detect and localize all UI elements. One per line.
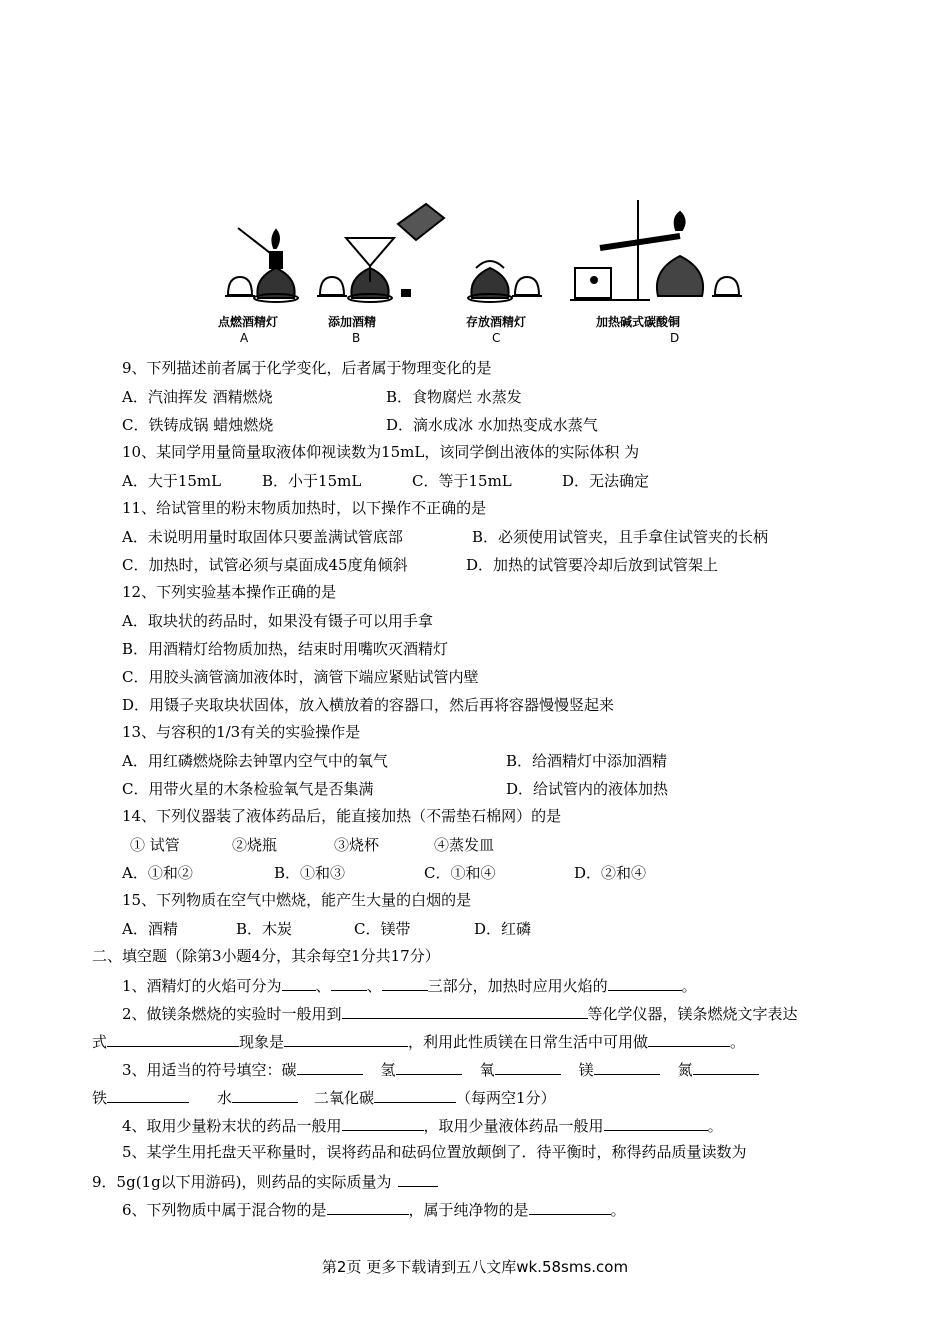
figure-caption-b: 添加酒精 [328, 315, 377, 329]
fill-3-blank-mg[interactable] [594, 1058, 660, 1075]
q12-stem: 12、下列实验基本操作正确的是 [122, 583, 337, 601]
fill-3-line-2 [92, 1086, 556, 1108]
q14-item-1: ① 试管 [130, 836, 180, 854]
fill-3-blank-o[interactable] [495, 1058, 561, 1075]
fill-4-end: 。 [707, 1117, 723, 1135]
figure-caption-c: 存放酒精灯 [466, 315, 527, 329]
fill-5-line-2 [92, 1170, 438, 1192]
figure-caption-a: 点燃酒精灯 [218, 315, 279, 329]
fill-1-blank-4[interactable] [608, 974, 682, 991]
q15-option-d: D．红磷 [474, 920, 532, 938]
fill-1-blank-3[interactable] [382, 974, 428, 991]
figure-letter-c: C [492, 331, 501, 345]
figure-letter-b: B [352, 331, 361, 345]
fill-3-label-mg: 镁 [578, 1061, 594, 1079]
q13-option-d: D．给试管内的液体加热 [506, 780, 669, 798]
q9-option-b: B．食物腐烂 水蒸发 [386, 388, 522, 406]
fill-1-sep-1: 、 [315, 977, 331, 995]
fill-6-text-b: ，属于纯净物的是 [408, 1201, 529, 1219]
q10-stem: 10、某同学用量筒量取液体仰视读数为15mL，该同学倒出液体的实际体积 为 [122, 443, 640, 461]
alcohol-lamp-a-icon [225, 228, 298, 302]
q12-option-b: B．用酒精灯给物质加热，结束时用嘴吹灭酒精灯 [122, 640, 449, 658]
q10-option-b: B．小于15mL [262, 472, 362, 490]
q15-option-b: B．木炭 [236, 920, 293, 938]
fill-2-line-1 [122, 1002, 798, 1024]
fill-3-label-co2: 二氧化碳 [314, 1089, 375, 1107]
fill-3-blank-water[interactable] [232, 1086, 298, 1103]
q13-option-b: B．给酒精灯中添加酒精 [506, 752, 668, 770]
figure-letter-d: D [670, 331, 680, 345]
q9-option-d: D．滴水成冰 水加热变成水蒸气 [386, 416, 598, 434]
fill-6-blank-1[interactable] [327, 1198, 409, 1215]
heating-setup-d-icon [570, 200, 742, 300]
fill-2-end: 。 [730, 1033, 746, 1051]
q11-stem: 11、给试管里的粉末物质加热时，以下操作不正确的是 [122, 499, 487, 517]
fill-3-blank-h[interactable] [396, 1058, 462, 1075]
q9-option-c: C．铁铸成锅 蜡烛燃烧 [122, 416, 274, 434]
q14-stem: 14、下列仪器装了液体药品后，能直接加热（不需垫石棉网）的是 [122, 807, 562, 825]
fill-1-sep-2: 、 [366, 977, 382, 995]
fill-3-text-a: 3、用适当的符号填空：碳 [122, 1061, 297, 1079]
fill-4-blank-2[interactable] [604, 1114, 708, 1131]
fill-2-text-d: 现象是 [239, 1033, 285, 1051]
fill-3-blank-n[interactable] [693, 1058, 759, 1075]
q14-item-2: ②烧瓶 [232, 836, 278, 854]
q14-option-b: B．①和③ [274, 864, 346, 882]
q14-item-3: ③烧杯 [334, 836, 380, 854]
q15-stem: 15、下列物质在空气中燃烧，能产生大量的白烟的是 [122, 891, 472, 909]
fill-3-blank-fe[interactable] [107, 1086, 189, 1103]
q10-option-d: D．无法确定 [562, 472, 650, 490]
q14-option-c: C．①和④ [424, 864, 496, 882]
fill-1-text-a: 1、酒精灯的火焰可分为 [122, 977, 282, 995]
alcohol-lamp-c-icon [468, 261, 542, 302]
q14-item-4: ④蒸发皿 [434, 836, 495, 854]
q13-option-a: A．用红磷燃烧除去钟罩内空气中的氧气 [122, 752, 388, 770]
q15-option-a: A．酒精 [122, 920, 178, 938]
fill-2-text-b: 等化学仪器，镁条燃烧文字表达 [587, 1005, 798, 1023]
fill-2-blank-2[interactable] [107, 1030, 239, 1047]
fill-1-text-b: 三部分，加热时应用火焰的 [427, 977, 608, 995]
page-footer: 第2页 更多下载请到五八文库wk.58sms.com [321, 1258, 629, 1276]
fill-2-line-2 [92, 1030, 745, 1052]
fill-3-line-1 [122, 1058, 759, 1080]
fill-2-blank-3[interactable] [284, 1030, 408, 1047]
fill-1-blank-1[interactable] [282, 974, 316, 991]
q10-option-c: C．等于15mL [412, 472, 512, 490]
figure-caption-d: 加热碱式碳酸铜 [596, 315, 681, 329]
fill-5-blank[interactable] [398, 1170, 438, 1187]
fill-6-end: 。 [610, 1201, 626, 1219]
fill-3-label-h: 氢 [380, 1061, 396, 1079]
fill-2-text-e: ，利用此性质镁在日常生活中可用做 [408, 1033, 649, 1051]
q9-stem: 9、下列描述前者属于化学变化，后者属于物理变化的是 [122, 359, 492, 377]
fill-5-line-1: 5、某学生用托盘天平称量时，误将药品和砝码位置放颠倒了．待平衡时，称得药品质量读数为 [122, 1143, 747, 1161]
q9-option-a: A．汽油挥发 酒精燃烧 [122, 388, 273, 406]
fill-6-text-a: 6、下列物质中属于混合物的是 [122, 1201, 327, 1219]
fill-4-text-b: ，取用少量液体药品一般用 [423, 1117, 604, 1135]
q12-option-a: A．取块状的药品时，如果没有镊子可以用手拿 [122, 612, 433, 630]
fill-1 [122, 974, 697, 996]
q12-option-c: C．用胶头滴管滴加液体时，滴管下端应紧贴试管内壁 [122, 668, 479, 686]
lab-apparatus-figure [210, 190, 750, 350]
fill-3-label-o: 氧 [479, 1061, 495, 1079]
fill-3-note: （每两空1分） [456, 1089, 556, 1107]
section2-title: 二、填空题（除第3小题4分，其余每空1分共17分） [92, 947, 440, 965]
q14-option-d: D．②和④ [574, 864, 647, 882]
q15-option-c: C．镁带 [354, 920, 411, 938]
fill-2-text-a: 2、做镁条燃烧的实验时一般用到 [122, 1005, 342, 1023]
fill-4 [122, 1114, 723, 1136]
q13-option-c: C．用带火星的木条检验氧气是否集满 [122, 780, 374, 798]
fill-3-blank-c[interactable] [297, 1058, 363, 1075]
fill-2-blank-4[interactable] [648, 1030, 730, 1047]
fill-3-label-fe: 铁 [92, 1089, 108, 1107]
q11-option-c: C．加热时，试管必须与桌面成45度角倾斜 [122, 556, 408, 574]
q12-option-d: D．用镊子夹取块状固体，放入横放着的容器口，然后再将容器慢慢竖起来 [122, 696, 615, 714]
q11-option-a: A．未说明用量时取固体只要盖满试管底部 [122, 528, 403, 546]
figure-letter-a: A [240, 331, 249, 345]
q10-option-a: A．大于15mL [122, 472, 222, 490]
fill-2-text-c: 式 [92, 1033, 108, 1051]
fill-2-blank-1[interactable] [342, 1002, 588, 1019]
fill-1-end: 。 [681, 977, 697, 995]
fill-5-text-b: 9．5g(1g以下用游码)，则药品的实际质量为 [92, 1173, 392, 1191]
fill-3-label-n: 氮 [677, 1061, 693, 1079]
alcohol-lamp-b-icon [317, 204, 444, 302]
fill-1-blank-2[interactable] [331, 974, 367, 991]
q11-option-d: D．加热的试管要冷却后放到试管架上 [466, 556, 719, 574]
q13-stem: 13、与容积的1/3有关的实验操作是 [122, 723, 361, 741]
fill-3-label-water: 水 [217, 1089, 233, 1107]
fill-4-text-a: 4、取用少量粉末状的药品一般用 [122, 1117, 342, 1135]
q14-option-a: A．①和② [122, 864, 193, 882]
q11-option-b: B．必须使用试管夹，且手拿住试管夹的长柄 [472, 528, 769, 546]
fill-6 [122, 1198, 626, 1220]
fill-4-blank-1[interactable] [342, 1114, 424, 1131]
fill-6-blank-2[interactable] [529, 1198, 611, 1215]
fill-3-blank-co2[interactable] [374, 1086, 456, 1103]
